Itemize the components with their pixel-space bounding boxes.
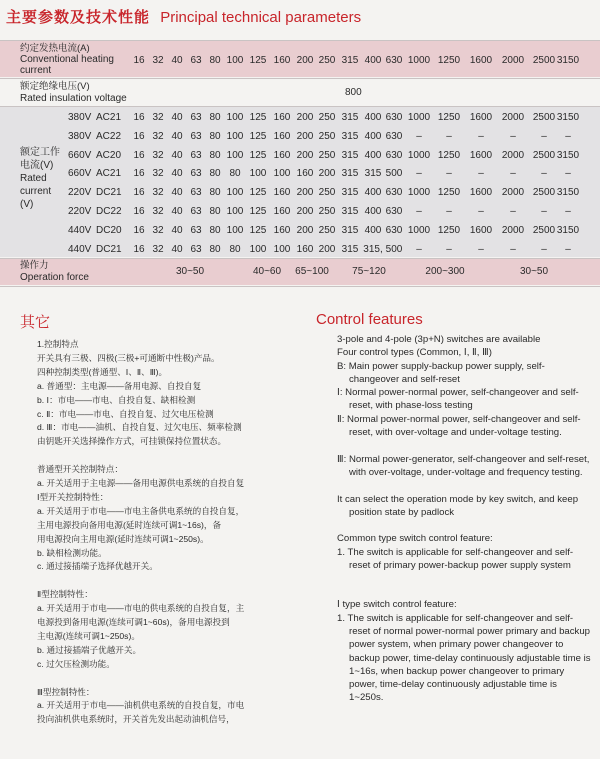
row-voltage: 220V <box>68 206 92 217</box>
row-value-cell: – <box>565 130 571 142</box>
control-feature-text: 1. The switch is applicable for self-changeover and self-reset of primary power-backup power supply system <box>337 546 574 571</box>
control-feature-text: Four control types (Common, Ⅰ, Ⅱ, Ⅲ) <box>337 347 492 359</box>
row-value-cell: 400 <box>364 112 382 123</box>
other-section-title: 其它 <box>20 314 51 331</box>
operating-label-line: current <box>20 186 52 197</box>
heating-label-en2: current <box>20 65 52 76</box>
row-voltage: 380V <box>68 130 92 142</box>
row-value-cell: 400 <box>364 224 382 236</box>
operating-current-row <box>0 241 600 259</box>
operating-label-line: 额定工作 <box>20 147 60 158</box>
row-value-cell: 16 <box>133 168 145 180</box>
row-value-cell: 80 <box>209 112 221 123</box>
row-value-cell: 100 <box>226 187 244 199</box>
operation-force-cell: 40~60 <box>252 266 282 277</box>
heating-label-cn: 约定发热电流(A) <box>20 43 90 54</box>
row-value-cell: 315 <box>341 112 359 123</box>
row-value-cell: 80 <box>209 168 221 180</box>
control-feature-text: Ⅱ: Normal power-normal power, self-changeover and self-reset, with over-voltage and under-voltage testing. <box>337 413 581 439</box>
other-line: a. 开关适用于市电——市电主备供电系统的自投自复， <box>37 505 245 516</box>
operating-current-row <box>0 184 600 202</box>
other-line: 四种控制类型(普通型、Ⅰ、Ⅱ、Ⅲ)。 <box>37 366 168 377</box>
row-value-cell: 630 <box>385 187 403 199</box>
row-value-cell: 250 <box>318 112 336 123</box>
control-features-title: Control features <box>316 311 423 328</box>
row-voltage: 660V <box>68 168 92 180</box>
operating-current-row <box>0 128 600 146</box>
heating-current-cell: 40 <box>171 55 183 66</box>
other-line: 1.控制特点 <box>37 339 79 349</box>
row-value-cell: 1250 <box>437 187 461 199</box>
operating-label-line: (V) <box>20 199 34 210</box>
insulation-label-cn: 额定绝缘电压(V) <box>20 81 90 92</box>
row-value-cell: 40 <box>171 224 183 236</box>
row-value-cell: 32 <box>152 112 164 123</box>
row-value-cell: 200 <box>296 112 314 123</box>
row-value-cell: 63 <box>190 168 202 180</box>
other-line: 主电源(连续可调1~250s)。 <box>37 630 140 641</box>
force-label-en: Operation force <box>20 272 89 283</box>
row-value-cell: 200 <box>296 224 314 236</box>
row-value-cell: 1250 <box>437 224 461 236</box>
row-value-cell: 315, <box>363 243 383 255</box>
other-line: c. Ⅱ：市电——市电、自投自复、过欠电压检测 <box>37 408 214 419</box>
page-title <box>6 6 361 27</box>
row-value-cell: 80 <box>209 206 221 217</box>
operation-force-cell: 200~300 <box>425 266 465 277</box>
row-value-cell: 16 <box>133 149 145 161</box>
row-utilization-category: AC22 <box>96 130 122 142</box>
row-value-cell: – <box>510 243 516 255</box>
row-utilization-category: DC22 <box>96 206 122 217</box>
row-value-cell: 63 <box>190 243 202 255</box>
row-voltage: 380V <box>68 112 92 123</box>
operation-force-cell: 30~50 <box>175 266 205 277</box>
row-utilization-category: AC21 <box>96 168 122 180</box>
heating-current-cell: 1600 <box>469 55 493 66</box>
row-value-cell: 80 <box>209 130 221 142</box>
row-value-cell: 400 <box>364 206 382 217</box>
heating-current-cell: 250 <box>318 55 336 66</box>
row-value-cell: 160 <box>273 130 291 142</box>
row-value-cell: 32 <box>152 130 164 142</box>
row-value-cell: 100 <box>226 130 244 142</box>
row-value-cell: 16 <box>133 206 145 217</box>
row-value-cell: – <box>541 243 547 255</box>
row-value-cell: 80 <box>229 243 241 255</box>
row-value-cell: 125 <box>249 224 267 236</box>
row-utilization-category: DC21 <box>96 243 122 255</box>
row-value-cell: 100 <box>273 168 291 180</box>
row-value-cell: 100 <box>226 149 244 161</box>
control-feature-text: It can select the operation mode by key switch, and keep position state by padlock <box>337 493 579 518</box>
row-value-cell: 100 <box>249 168 267 180</box>
row-value-cell: – <box>446 130 452 142</box>
other-line: b. Ⅰ：市电——市电、自投自复、缺相检测 <box>37 394 196 405</box>
row-value-cell: 1000 <box>407 149 431 161</box>
control-feature-text: 1. The switch is applicable for self-changeover and self-reset of normal power-normal power primary and backup power system, when primary power changeover to backup power, time-delay continuously adjustable time is 1~16s, when backup power changeover to primary power, time-delay continuously adjustable time is 1~250s. <box>337 612 591 704</box>
row-value-cell: 1000 <box>407 187 431 199</box>
row-value-cell: 16 <box>133 243 145 255</box>
row-value-cell: 250 <box>318 206 336 217</box>
row-value-cell: 200 <box>296 206 314 217</box>
row-value-cell: 63 <box>190 206 202 217</box>
row-value-cell: 315 <box>341 224 359 236</box>
row-value-cell: 63 <box>190 112 202 123</box>
row-value-cell: 1250 <box>437 149 461 161</box>
row-value-cell: 1600 <box>469 187 493 199</box>
row-value-cell: 125 <box>249 206 267 217</box>
row-value-cell: 315 <box>341 243 359 255</box>
control-feature-text: Ⅰ: Normal power-normal power, self-changeover and self-reset, with phase-loss testing <box>337 387 579 412</box>
row-value-cell: – <box>416 206 422 217</box>
row-value-cell: 160 <box>296 168 314 180</box>
row-value-cell: 250 <box>318 130 336 142</box>
row-value-cell: 125 <box>249 112 267 123</box>
row-value-cell: 1600 <box>469 112 493 123</box>
other-line: a. 开关适用于市电——油机供电系统的自投自复，市电 <box>37 700 245 711</box>
control-feature-text: Ⅰ type switch control feature: <box>337 599 457 611</box>
row-value-cell: – <box>541 130 547 142</box>
row-utilization-category: AC21 <box>96 112 122 123</box>
row-value-cell: 125 <box>249 149 267 161</box>
row-value-cell: 16 <box>133 112 145 123</box>
row-value-cell: – <box>478 130 484 142</box>
operating-label-line: 电流(V) <box>20 160 54 171</box>
row-voltage: 660V <box>68 149 92 161</box>
row-voltage: 440V <box>68 224 92 236</box>
row-value-cell: 315 <box>341 168 359 180</box>
row-value-cell: 2000 <box>501 149 525 161</box>
row-value-cell: 100 <box>249 243 267 255</box>
row-value-cell: 1250 <box>437 112 461 123</box>
heating-current-cell: 3150 <box>556 55 580 66</box>
row-value-cell: 32 <box>152 224 164 236</box>
row-value-cell: 125 <box>249 130 267 142</box>
row-value-cell: 500 <box>385 243 403 255</box>
operating-current-row <box>0 165 600 183</box>
row-value-cell: 630 <box>385 112 403 123</box>
other-line: a. 开关适用于主电源——备用电源供电系统的自投自复 <box>37 478 245 488</box>
row-value-cell: 315 <box>341 149 359 161</box>
row-value-cell: 63 <box>190 130 202 142</box>
row-value-cell: 200 <box>296 130 314 142</box>
row-value-cell: 2500 <box>532 149 556 161</box>
control-feature-text: B: Main power supply-backup power supply, self-changeover and self-reset <box>337 360 545 385</box>
heating-current-cell: 1000 <box>407 55 431 66</box>
row-value-cell: 100 <box>226 112 244 123</box>
heating-current-cell: 100 <box>226 55 244 66</box>
row-value-cell: 2000 <box>501 112 525 123</box>
row-value-cell: 80 <box>209 187 221 199</box>
other-line: 用电源投向主用电源(延时连续可调1~250s)。 <box>37 533 209 544</box>
row-value-cell: – <box>541 206 547 217</box>
row-value-cell: 100 <box>226 206 244 217</box>
operating-current-row <box>0 222 600 240</box>
row-value-cell: 250 <box>318 149 336 161</box>
operation-force-cell: 30~50 <box>519 266 549 277</box>
row-value-cell: 200 <box>296 149 314 161</box>
row-value-cell: 400 <box>364 187 382 199</box>
row-utilization-category: DC21 <box>96 187 122 199</box>
row-value-cell: 80 <box>209 224 221 236</box>
other-line: d. Ⅲ：市电——油机、自投自复、过欠电压、频率检测 <box>37 422 242 433</box>
row-value-cell: 63 <box>190 149 202 161</box>
row-value-cell: – <box>446 243 452 255</box>
row-utilization-category: DC20 <box>96 224 122 236</box>
row-value-cell: 500 <box>385 168 403 180</box>
row-value-cell: 3150 <box>556 187 580 199</box>
row-value-cell: – <box>478 168 484 180</box>
heating-current-cell: 16 <box>133 55 145 66</box>
row-value-cell: 80 <box>229 168 241 180</box>
row-value-cell: 40 <box>171 130 183 142</box>
row-value-cell: 160 <box>273 224 291 236</box>
heating-current-values <box>0 52 600 70</box>
row-value-cell: 40 <box>171 206 183 217</box>
row-voltage: 220V <box>68 187 92 199</box>
row-value-cell: – <box>478 206 484 217</box>
operation-force-cell: 75~120 <box>352 266 386 277</box>
insulation-value: 800 <box>345 87 362 98</box>
other-line: 普通型开关控制特点： <box>37 464 123 475</box>
other-line: c. 过欠压检测功能。 <box>37 658 115 669</box>
row-value-cell: 250 <box>318 224 336 236</box>
heating-current-cell: 125 <box>249 55 267 66</box>
row-value-cell: – <box>416 130 422 142</box>
row-value-cell: – <box>510 206 516 217</box>
row-value-cell: 2500 <box>532 224 556 236</box>
row-value-cell: – <box>416 168 422 180</box>
other-line: c. 通过接插端子选择优越开关。 <box>37 561 158 572</box>
heating-current-cell: 2500 <box>532 55 556 66</box>
row-value-cell: 40 <box>171 112 183 123</box>
row-value-cell: 1600 <box>469 149 493 161</box>
heating-current-cell: 80 <box>209 55 221 66</box>
row-value-cell: 1000 <box>407 224 431 236</box>
row-value-cell: 630 <box>385 224 403 236</box>
row-value-cell: 630 <box>385 149 403 161</box>
row-utilization-category: AC20 <box>96 149 122 161</box>
row-value-cell: 1000 <box>407 112 431 123</box>
page-title-cn: 主要参数及技术性能 <box>6 9 151 26</box>
row-value-cell: 315 <box>364 168 382 180</box>
force-label-cn: 操作力 <box>20 260 49 271</box>
row-value-cell: 100 <box>273 243 291 255</box>
other-line: 由钥匙开关选择操作方式，可挂锁保持位置状态。 <box>37 436 227 447</box>
row-value-cell: – <box>565 243 571 255</box>
other-line: a. 开关适用于市电——市电的供电系统的自投自复，主 <box>37 603 245 614</box>
row-value-cell: 3150 <box>556 112 580 123</box>
heating-current-cell: 630 <box>385 55 403 66</box>
row-value-cell: – <box>510 130 516 142</box>
heating-current-cell: 1250 <box>437 55 461 66</box>
row-value-cell: 160 <box>296 243 314 255</box>
heating-current-cell: 160 <box>273 55 291 66</box>
row-value-cell: 63 <box>190 224 202 236</box>
row-voltage: 440V <box>68 243 92 255</box>
row-value-cell: 400 <box>364 130 382 142</box>
row-value-cell: 40 <box>171 187 183 199</box>
row-value-cell: 2000 <box>501 224 525 236</box>
row-value-cell: 400 <box>364 149 382 161</box>
row-value-cell: 315 <box>341 187 359 199</box>
other-line: Ⅰ型开关控制特性： <box>37 491 109 502</box>
row-value-cell: 160 <box>273 206 291 217</box>
heating-current-cell: 200 <box>296 55 314 66</box>
row-value-cell: 2000 <box>501 187 525 199</box>
row-value-cell: 40 <box>171 149 183 161</box>
operating-current-row <box>0 147 600 165</box>
row-value-cell: 16 <box>133 130 145 142</box>
heating-current-cell: 400 <box>364 55 382 66</box>
page-title-en: Principal technical parameters <box>160 9 362 26</box>
row-value-cell: 630 <box>385 130 403 142</box>
row-value-cell: 32 <box>152 187 164 199</box>
row-value-cell: 40 <box>171 243 183 255</box>
row-value-cell: 80 <box>209 243 221 255</box>
other-line: 开关具有三极、四极(三极+可通断中性极)产品。 <box>37 352 220 363</box>
operating-label-line: Rated <box>20 173 47 184</box>
other-line: 主用电源投向备用电源(延时连续可调1~16s)，备 <box>37 519 222 530</box>
row-value-cell: 200 <box>318 168 336 180</box>
row-value-cell: 160 <box>273 112 291 123</box>
row-value-cell: 32 <box>152 206 164 217</box>
row-value-cell: 100 <box>226 224 244 236</box>
row-value-cell: – <box>565 206 571 217</box>
row-value-cell: 63 <box>190 187 202 199</box>
row-value-cell: 250 <box>318 187 336 199</box>
heating-current-cell: 2000 <box>501 55 525 66</box>
heating-current-cell: 63 <box>190 55 202 66</box>
heating-label-en1: Conventional heating <box>20 54 114 65</box>
row-value-cell: – <box>565 168 571 180</box>
row-value-cell: – <box>510 168 516 180</box>
row-value-cell: 200 <box>296 187 314 199</box>
row-value-cell: 3150 <box>556 149 580 161</box>
control-feature-text: Common type switch control feature: <box>337 533 493 545</box>
row-value-cell: – <box>541 168 547 180</box>
control-feature-text: 3-pole and 4-pole (3p+N) switches are available <box>337 334 541 345</box>
operating-current-row <box>0 203 600 221</box>
row-value-cell: 315 <box>341 130 359 142</box>
other-line: Ⅱ型控制特性： <box>37 589 93 600</box>
row-value-cell: 32 <box>152 243 164 255</box>
row-value-cell: 40 <box>171 168 183 180</box>
row-value-cell: 80 <box>209 149 221 161</box>
row-value-cell: 1600 <box>469 224 493 236</box>
row-value-cell: – <box>478 243 484 255</box>
row-value-cell: 315 <box>341 206 359 217</box>
row-value-cell: 160 <box>273 149 291 161</box>
row-value-cell: – <box>446 206 452 217</box>
row-value-cell: 2500 <box>532 112 556 123</box>
heating-current-cell: 32 <box>152 55 164 66</box>
row-value-cell: 32 <box>152 149 164 161</box>
row-value-cell: 16 <box>133 187 145 199</box>
heating-current-cell: 315 <box>341 55 359 66</box>
row-value-cell: 160 <box>273 187 291 199</box>
other-line: Ⅲ型控制特性： <box>37 686 95 697</box>
row-value-cell: 32 <box>152 168 164 180</box>
operating-current-row <box>0 109 600 127</box>
row-value-cell: 3150 <box>556 224 580 236</box>
row-value-cell: – <box>446 168 452 180</box>
insulation-label-en: Rated insulation voltage <box>20 93 127 104</box>
other-line: 电源投到备用电源(连续可调1~60s)，备用电源投到 <box>37 617 230 627</box>
other-line: b. 通过接插端子优越开关。 <box>37 644 142 655</box>
other-line: 投向油机供电系统时，开关首先发出起动油机信号， <box>37 714 235 725</box>
row-value-cell: 125 <box>249 187 267 199</box>
row-value-cell: 200 <box>318 243 336 255</box>
control-feature-text: Ⅲ: Normal power-generator, self-changeover and self-reset, with over-voltage, under-voltage and frequency testing. <box>337 453 590 478</box>
other-line: a. 普通型：主电源——备用电源、自投自复 <box>37 380 202 391</box>
operation-force-cell: 65~100 <box>295 266 329 277</box>
row-value-cell: – <box>416 243 422 255</box>
row-value-cell: 630 <box>385 206 403 217</box>
row-value-cell: 16 <box>133 224 145 236</box>
row-value-cell: 2500 <box>532 187 556 199</box>
other-line: b. 缺相检测功能。 <box>37 547 107 558</box>
